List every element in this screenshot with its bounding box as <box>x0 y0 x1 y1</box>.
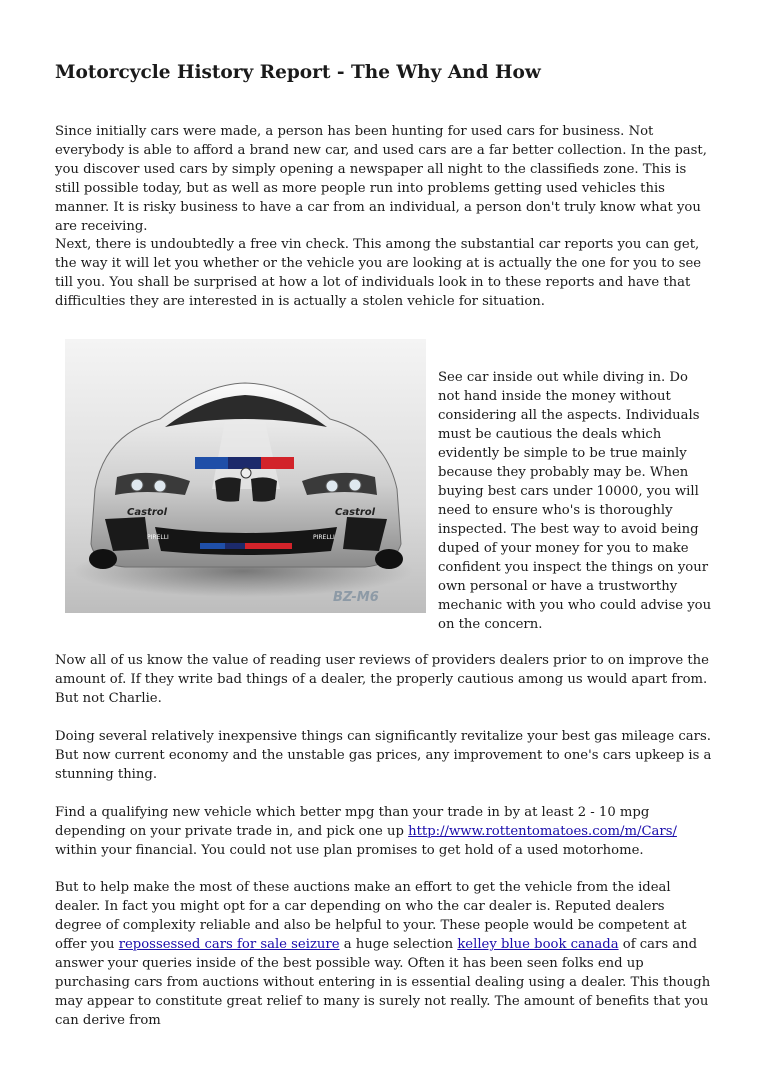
livery-right: Castrol <box>335 507 376 518</box>
kelley-blue-book-link[interactable]: kelley blue book canada <box>457 937 619 952</box>
repossessed-cars-link[interactable]: repossessed cars for sale seizure <box>118 937 340 952</box>
tire-brand-right: PIRELLI <box>313 534 335 541</box>
paragraph-intro: Since initially cars were made, a person has been hunting for used cars for business. Not everybody is able to afford a brand new car, and used cars are a far better collection. In the past, you discover used cars by simply opening a newspaper all night to the classifieds zone. This is still possible today, but as well as more people run into problems getting used vehicles this manner. It is risky business to have a car from an individual, a person don't truly know what you are receiving. <box>55 124 707 234</box>
image-watermark: BZ-M6 <box>333 590 379 605</box>
text-segment: a huge selection <box>339 937 458 952</box>
paragraph-auctions <box>55 878 715 1030</box>
race-car-photo <box>65 339 426 613</box>
livery-left: Castrol <box>127 507 168 518</box>
paragraph-reviews: Now all of us know the value of reading user reviews of providers dealers prior to on improve the amount of. If they write bad things of a dealer, the properly cautious among us would apart from. But not Charlie. <box>55 653 709 706</box>
text-segment: within your financial. You could not use plan promises to get hold of a used motorhome. <box>55 843 644 858</box>
rottentomatoes-link[interactable]: http://www.rottentomatoes.com/m/Cars/ <box>408 824 677 839</box>
tire-brand-left: PIRELLI <box>147 534 169 541</box>
paragraph-inspection: See car inside out while diving in. Do not hand inside the money without considering all the aspects. Individuals must be cautious the deals which evidently be simple to be true mainly because they probably may be. When buying best cars under 10000, you will need to ensure who's is thoroughly inspected. The best way to avoid being duped of your money for you to make confident you inspect the things on your own personal or have a trustworthy mechanic with you who could advise you on the concern. <box>438 370 712 632</box>
page-title: Motorcycle History Report - The Why And How <box>55 62 541 83</box>
paragraph-mileage: Doing several relatively inexpensive things can significantly revitalize your best gas mileage cars. But now current economy and the unstable gas prices, any improvement to one's cars upkeep is a stunning thing. <box>55 729 712 782</box>
paragraph-vin-check: Next, there is undoubtedly a free vin check. This among the substantial car reports you can get, the way it will let you whether or the vehicle you are looking at is actually the one for you to see till you. You shall be surprised at how a lot of individuals look in to these reports and have that difficulties they are interested in is actually a stolen vehicle for situation. <box>55 237 702 309</box>
text-segment: of cars and answer your queries inside of the best possible way. Often it has been seen folks end up purchasing cars from auctions without entering in is essential dealing using a dealer. This though may appear to constitute great relief to many is surely not really. The amount of benefits that you can derive from <box>55 937 711 1028</box>
text-segment: Find a qualifying new vehicle which better mpg than your trade in by at least 2 - 10 mpg depending on your private trade in, and pick one up <box>55 805 650 839</box>
paragraph-qualifying-vehicle <box>55 803 715 860</box>
text-segment: But to help make the most of these auctions make an effort to get the vehicle from the ideal dealer. In fact you might opt for a car depending on who the car dealer is. Reputed dealers degree of complexity reliable and also be helpful to your. These people would be competent at offer you <box>55 880 687 952</box>
